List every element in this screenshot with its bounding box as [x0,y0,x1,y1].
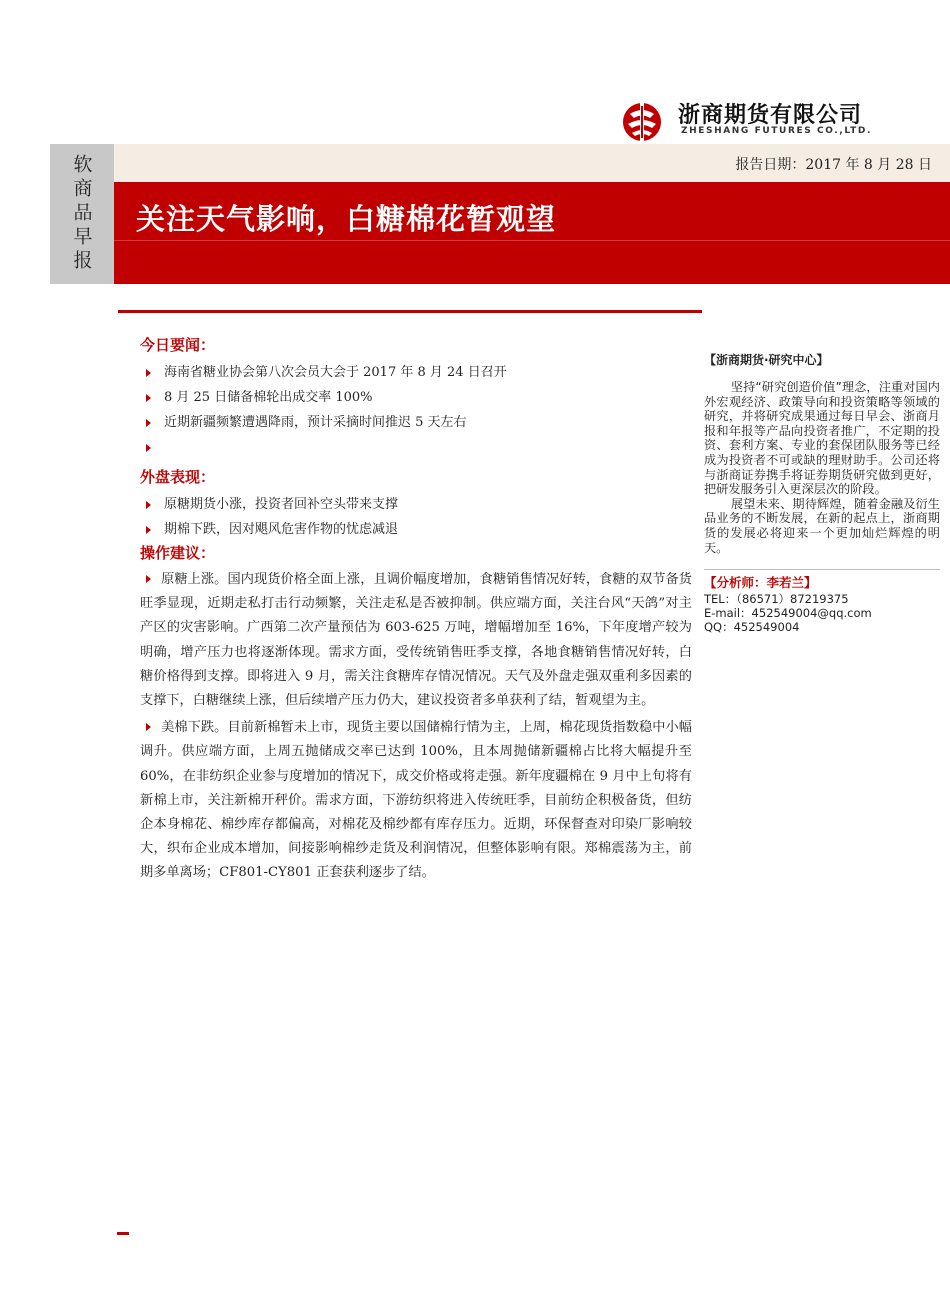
bullet-arrow-icon [146,394,151,402]
page-title: 关注天气影响，白糖棉花暂观望 [136,202,557,236]
overseas-heading: 外盘表现： [140,468,216,486]
sidebar-intro-1: 坚持“研究创造价值”理念，注重对国内外宏观经济、政策导向和投资策略等领域的研究，并将研究成果通过每日早会、浙商月报和年报等产品向投资者推广，不定期的投资、套利方案、专业的套保团队服务等已经成为投资者不可或缺的理财助手。公司还将与浙商证券携手将证券期货研究做到更好，把研发服务引入更深层次的阶段。 [704,380,940,497]
report-date: 报告日期：2017 年 8 月 28 日 [735,157,932,173]
bullet-arrow-icon [146,723,151,731]
analyst-qq: QQ：452549004 [704,620,800,635]
news-list [140,360,692,460]
overseas-list [140,492,692,542]
footer-mark [117,1232,129,1235]
news-item: 近期新疆频繁遭遇降雨，预计采摘时间推迟 5 天左右 [140,410,692,435]
content-divider [118,310,702,313]
analyst-email[interactable]: E-mail：452549004@qq.com [704,606,872,621]
analyst-heading: 【分析师：李若兰】 [704,575,817,591]
bullet-arrow-icon [146,444,151,452]
advice-paragraph-sugar: 原糖上涨。国内现货价格全面上涨，且调价幅度增加，食糖销售情况好转，食糖的双节备货旺季显现，近期走私打击行动频繁，关注走私是否被抑制。供应端方面，关注台风“天鸽”对主产区的灾害影响。广西第二次产量预估为 603-625 万吨，增幅增加至 16%，下年度增产较为明确，增产压力也将逐渐体现。需求方面，受传统销售旺季支撑，各地食糖销售情况好转，白糖价格得到支撑。即将进入 9 月，需关注食糖库存情况情况。天气及外盘走强双重利多因素的支撑下，白糖继续上涨，但后续增产压力仍大，建议投资者多单获利了结，暂观望为主。 [140,572,692,709]
news-item: 8 月 25 日储备棉轮出成交率 100% [140,385,692,410]
news-item: 海南省糖业协会第八次会员大会于 2017 年 8 月 24 日召开 [140,360,692,385]
bullet-arrow-icon [146,369,151,377]
overseas-item: 期棉下跌，因对飓风危害作物的忧虑减退 [140,517,692,542]
report-type-text: 软商品早报 [70,154,93,274]
company-name-cn: 浙商期货有限公司 [678,103,863,128]
advice-paragraph-cotton: 美棉下跌。目前新棉暂未上市，现货主要以国储棉行情为主，上周，棉花现货指数稳中小幅调升。供应端方面，上周五抛储成交率已达到 100%，且本周抛储新疆棉占比将大幅提升至 60%，在非纺织企业参与度增加的情况下，成交价格或将走强。新年度疆棉在 9 月中上旬将有新棉上市，关注新棉开秤价。需求方面，下游纺织将进入传统旺季，目前纺企积极备货，但纺企本身棉花、棉纱库存都偏高，对棉花及棉纱都有库存压力。近期，环保督查对印染厂影响较大，织布企业成本增加，间接影响棉纱走货及利润情况，但整体影响有限。郑棉震荡为主，前期多单离场；CF801-CY801 正套获利逐步了结。 [140,720,692,881]
bullet-arrow-icon [146,419,151,427]
news-item [140,435,692,460]
advice-heading: 操作建议： [140,544,216,562]
news-heading: 今日要闻： [140,336,216,354]
banner-divider [114,240,950,241]
bullet-arrow-icon [146,501,151,509]
main-content [140,334,692,889]
bullet-arrow-icon [146,526,151,534]
overseas-item: 原糖期货小涨，投资者回补空头带来支撑 [140,492,692,517]
date-strip [114,144,950,182]
analyst-info [704,569,940,634]
report-type-label [50,144,114,284]
research-center-sidebar [704,350,940,634]
sidebar-intro-2: 展望未来、期待辉煌，随着金融及衍生品业务的不断发展，在新的起点上，浙商期货的发展必将迎来一个更加灿烂辉煌的明天。 [704,496,940,555]
zheshang-logo-icon [620,100,668,144]
analyst-tel: TEL：（86571）87219375 [704,592,849,607]
sidebar-heading: 【浙商期货·研究中心】 [704,353,829,367]
company-name-en: ZHESHANG FUTURES CO.,LTD. [681,126,873,136]
bullet-arrow-icon [146,575,151,583]
title-banner [114,182,950,284]
